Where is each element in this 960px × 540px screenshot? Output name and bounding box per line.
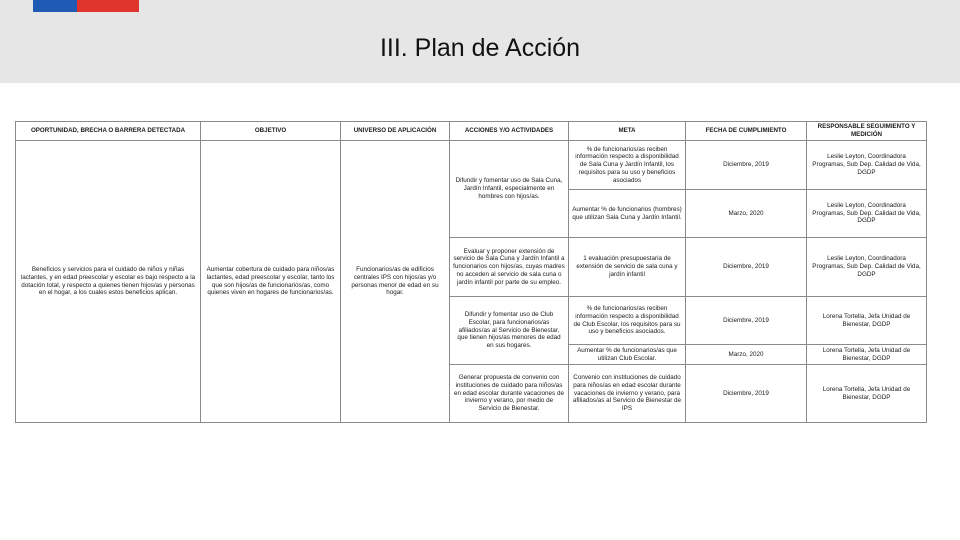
accion-cell: Generar propuesta de convenio con instituciones de cuidado para niños/as en edad escolar durante vacaciones de invierno y verano, por medio de Servicio de Bienestar. [450,365,569,423]
fecha-cell: Diciembre, 2019 [686,365,807,423]
page-title: III. Plan de Acción [379,34,581,62]
accion-cell: Difundir y fomentar uso de Sala Cuna, Jardín Infantil, especialmente en hombres con hijos/as. [450,141,569,238]
column-header-universo: UNIVERSO DE APLICACIÓN [341,122,450,141]
fecha-cell: Diciembre, 2019 [686,238,807,297]
meta-cell: Convenio con instituciones de cuidado para niños/as en edad escolar durante vacaciones de invierno y verano, para afiliados/as al Servicio de Bienestar de IPS [569,365,686,423]
fecha-cell: Diciembre, 2019 [686,141,807,190]
universo-cell: Funcionarios/as de edificios centrales IPS con hijos/as y/o personas menor de edad en su hogar. [341,141,450,423]
column-header-responsable: RESPONSABLE SEGUIMIENTO Y MEDICIÓN [807,122,927,141]
responsable-cell: Lorena Tortella, Jefa Unidad de Bienestar, DGDP [807,365,927,423]
accion-cell: Difundir y fomentar uso de Club Escolar, para funcionarios/as afiliados/as al Servicio de Bienestar, que tienen hijos/as menores de edad en sus hogares. [450,297,569,365]
table-row [16,141,927,190]
column-header-objetivo: OBJETIVO [201,122,341,141]
responsable-cell: Lorena Tortella, Jefa Unidad de Bienestar, DGDP [807,345,927,365]
fecha-cell: Diciembre, 2019 [686,297,807,345]
flag-stripe-blue [33,0,77,12]
responsable-cell: Leslie Leyton, Coordinadora Programas, Sub Dep. Calidad de Vida, DGDP [807,190,927,238]
responsable-cell: Leslie Leyton, Coordinadora Programas, Sub Dep. Calidad de Vida, DGDP [807,141,927,190]
accion-cell: Evaluar y proponer extensión de servicio de Sala Cuna y Jardín Infantil a funcionarios con hijos/as, cuyas madres no acceden al servicio de sala cuna o jardín infantil por parte de su empleo. [450,238,569,297]
column-header-meta: META [569,122,686,141]
fecha-cell: Marzo, 2020 [686,190,807,238]
table-header-row [16,122,927,141]
meta-cell: Aumentar % de funcionarios/as que utilizan Club Escolar. [569,345,686,365]
responsable-cell: Leslie Leyton, Coordinadora Programas, Sub Dep. Calidad de Vida, DGDP [807,238,927,297]
responsable-cell: Lorena Tortella, Jefa Unidad de Bienestar, DGDP [807,297,927,345]
meta-cell: Aumentar % de funcionarios (hombres) que utilizan Sala Cuna y Jardín Infantil. [569,190,686,238]
meta-cell: 1 evaluación presupuestaria de extensión de servicio de sala cuna y jardín infantil [569,238,686,297]
column-header-acciones: ACCIONES Y/O ACTIVIDADES [450,122,569,141]
objetivo-cell: Aumentar cobertura de cuidado para niños/as lactantes, edad preescolar y escolar, tanto los que son hijos/as de funcionarios/as, como quienes viven en hogares de funcionarios/as. [201,141,341,423]
flag-stripe-red [77,0,139,12]
fecha-cell: Marzo, 2020 [686,345,807,365]
oportunidad-cell: Beneficios y servicios para el cuidado de niños y niñas lactantes, y en edad preescolar y escolar es bajo respecto a la dotación total, y respecto a quienes tienen hijos/as y personas en el hogar, a los cuales estos beneficios aplican. [16,141,201,423]
action-plan-table [15,121,927,423]
column-header-fecha: FECHA DE CUMPLIMIENTO [686,122,807,141]
meta-cell: % de funcionarios/as reciben información respecto a disponibilidad de Club Escolar, los requisitos para su uso y beneficios asociados. [569,297,686,345]
meta-cell: % de funcionarios/as reciben información respecto a disponibilidad de Sala Cuna y Jardín Infantil, los requisitos para su uso y beneficios asociados [569,141,686,190]
column-header-oportunidad: OPORTUNIDAD, BRECHA O BARRERA DETECTADA [16,122,201,141]
